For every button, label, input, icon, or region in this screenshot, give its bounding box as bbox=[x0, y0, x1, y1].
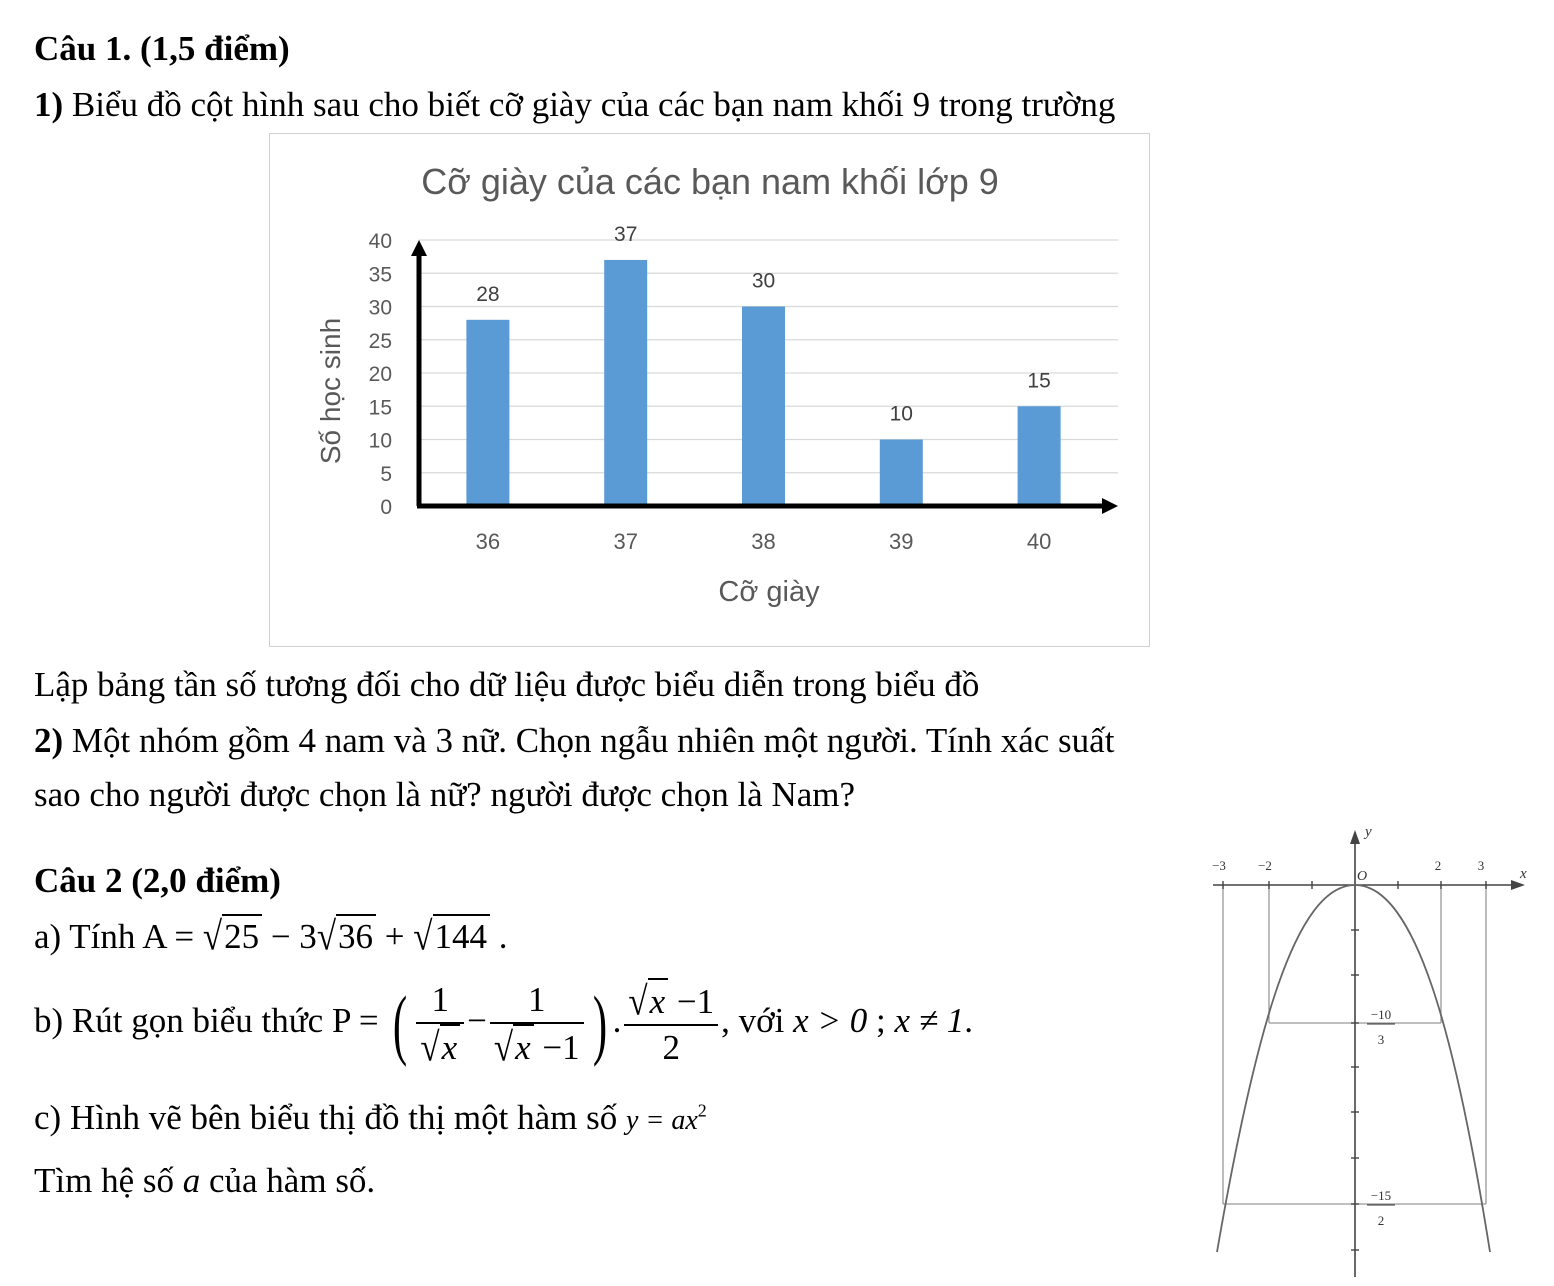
chart-canvas bbox=[270, 134, 1151, 648]
frac2-numerator: 1 bbox=[490, 978, 584, 1024]
x-tick-label: 39 bbox=[889, 529, 914, 554]
frac3-denominator: 2 bbox=[662, 1027, 681, 1067]
x-tick-label: 40 bbox=[1026, 529, 1052, 554]
x-axis-arrow bbox=[1102, 498, 1118, 514]
q2-a-minus: − 3 bbox=[262, 917, 317, 956]
frac2-radicand: x bbox=[513, 1024, 534, 1070]
graph-ymark2-den: 2 bbox=[1377, 1213, 1385, 1228]
graph-y-arrow bbox=[1350, 830, 1360, 844]
frac2-minus-one: −1 bbox=[533, 1027, 580, 1067]
q1-part2-text: Một nhóm gồm 4 nam và 3 nữ. Chọn ngẫu nhiên một người. Tính xác suất bbox=[63, 721, 1115, 760]
q2-c-func: y = ax bbox=[626, 1105, 698, 1136]
fraction-1-over-sqrt-x-minus-1 bbox=[490, 978, 584, 1070]
q2-b-cond1: x > 0 bbox=[793, 1000, 868, 1040]
q1-part2-line2: sao cho người được chọn là nữ? người được chọn là Nam? bbox=[34, 775, 856, 814]
q1-part1-text: Biểu đồ cột hình sau cho biết cỡ giày của các bạn nam khối 9 trong trường bbox=[63, 85, 1116, 124]
q1-part1 bbox=[34, 84, 1115, 126]
q2-b-cond-prefix: , với bbox=[721, 1000, 794, 1040]
q1-title: Câu 1. (1,5 điểm) bbox=[34, 29, 290, 68]
frac3-minus-one: −1 bbox=[668, 982, 715, 1021]
graph-ymark2-num: −15 bbox=[1370, 1188, 1392, 1203]
y-tick-label: 40 bbox=[368, 230, 392, 253]
y-tick-label: 25 bbox=[368, 329, 392, 353]
graph-ymark1-den: 3 bbox=[1377, 1032, 1385, 1047]
y-tick-label: 0 bbox=[380, 496, 392, 519]
q2-c-line2-suffix: của hàm số. bbox=[200, 1161, 376, 1200]
frac1-numerator: 1 bbox=[416, 978, 464, 1024]
q2-part-c-line2 bbox=[34, 1160, 375, 1202]
y-tick-label: 35 bbox=[368, 263, 392, 287]
graph-xtick-3: 3 bbox=[1477, 858, 1485, 873]
sqrt-25: √25 bbox=[203, 914, 262, 958]
shoe-size-chart bbox=[269, 133, 1150, 647]
sqrt-144: √144 bbox=[413, 914, 490, 958]
frac3-radicand: x bbox=[648, 978, 669, 1024]
q2-c-exponent: 2 bbox=[697, 1100, 707, 1121]
q2-b-eq: = bbox=[350, 1000, 388, 1040]
y-tick-label: 20 bbox=[368, 363, 392, 386]
q2-b-prefix: b) Rút gọn biểu thức bbox=[34, 1000, 332, 1040]
y-tick-label: 10 bbox=[368, 429, 392, 453]
q1-part2 bbox=[34, 720, 1114, 762]
q2-part-b bbox=[34, 978, 973, 1070]
bar-38 bbox=[742, 307, 785, 507]
x-tick-label: 36 bbox=[475, 529, 501, 554]
bar-value-label: 10 bbox=[889, 402, 913, 426]
x-tick-label: 37 bbox=[613, 529, 638, 554]
bar-value-label: 28 bbox=[476, 282, 500, 306]
q2-part-a bbox=[34, 914, 508, 958]
q2-b-var: P bbox=[331, 1000, 351, 1040]
frac3-numerator: √x −1 bbox=[624, 978, 718, 1026]
multiply-dot: . bbox=[612, 1000, 622, 1040]
fraction-sqrt-x-minus-1-over-2 bbox=[624, 978, 718, 1070]
left-paren: ( bbox=[393, 979, 408, 1067]
q1-part1-number: 1) bbox=[34, 85, 64, 124]
sqrt-25-radicand: 25 bbox=[222, 914, 262, 958]
q1-part2-number: 2) bbox=[34, 721, 64, 760]
y-tick-label: 15 bbox=[368, 396, 392, 420]
y-axis-title: Số học sinh bbox=[315, 317, 346, 465]
right-paren: ) bbox=[592, 979, 607, 1067]
frac2-denominator: √x −1 bbox=[493, 1024, 580, 1070]
bar-39 bbox=[880, 440, 923, 507]
bar-value-label: 15 bbox=[1027, 369, 1051, 393]
fraction-1-over-sqrt-x bbox=[416, 978, 464, 1070]
parabola-graph bbox=[1195, 822, 1554, 1281]
sqrt-36: √36 bbox=[317, 914, 376, 958]
q2-part-c bbox=[34, 1097, 707, 1139]
q2-a-end: . bbox=[490, 917, 508, 956]
graph-xtick-2: 2 bbox=[1434, 858, 1442, 873]
q2-c-prefix: c) Hình vẽ bên biểu thị đồ thị một hàm số bbox=[34, 1098, 626, 1137]
y-axis-arrow bbox=[411, 240, 427, 256]
y-tick-label: 5 bbox=[380, 462, 392, 486]
graph-y-label: y bbox=[1365, 824, 1372, 840]
frac1-denominator: √x bbox=[416, 1024, 464, 1070]
q2-c-line2-prefix: Tìm hệ số bbox=[34, 1161, 183, 1200]
x-axis-title: Cỡ giày bbox=[718, 576, 820, 608]
graph-xtick-neg3: −3 bbox=[1212, 858, 1226, 873]
bar-value-label: 37 bbox=[614, 222, 638, 246]
sqrt-144-radicand: 144 bbox=[433, 914, 491, 958]
sqrt-36-radicand: 36 bbox=[336, 914, 376, 958]
x-tick-label: 38 bbox=[751, 529, 776, 554]
parabola-canvas bbox=[1195, 822, 1554, 1281]
bar-value-label: 30 bbox=[751, 269, 776, 293]
frac-minus: − bbox=[467, 1000, 487, 1040]
graph-ymark1-num: −10 bbox=[1370, 1007, 1392, 1022]
graph-x-label: x bbox=[1520, 866, 1527, 882]
y-tick-label: 30 bbox=[368, 296, 392, 320]
parabola-curve bbox=[1217, 885, 1490, 1252]
q2-b-cond2: x ≠ 1 bbox=[894, 1000, 965, 1040]
bar-40 bbox=[1018, 406, 1061, 506]
q2-a-var: A bbox=[142, 917, 166, 956]
q2-c-coef: a bbox=[182, 1161, 201, 1200]
graph-xtick-neg2: −2 bbox=[1258, 858, 1272, 873]
bar-36 bbox=[466, 320, 509, 506]
q2-a-prefix: a) Tính bbox=[34, 917, 143, 956]
q2-title: Câu 2 (2,0 điểm) bbox=[34, 861, 281, 900]
q1-table-instruction: Lập bảng tần số tương đối cho dữ liệu được biểu diễn trong biểu đồ bbox=[34, 665, 980, 704]
frac1-radicand: x bbox=[440, 1024, 461, 1070]
chart-title: Cỡ giày của các bạn nam khối lớp 9 bbox=[421, 161, 999, 202]
q2-b-end: . bbox=[964, 1000, 974, 1040]
q2-a-plus: + bbox=[376, 917, 414, 956]
q2-b-sep: ; bbox=[867, 1000, 895, 1040]
q2-a-eq: = bbox=[165, 917, 203, 956]
graph-origin-label: O bbox=[1357, 869, 1368, 884]
bar-37 bbox=[604, 260, 647, 506]
